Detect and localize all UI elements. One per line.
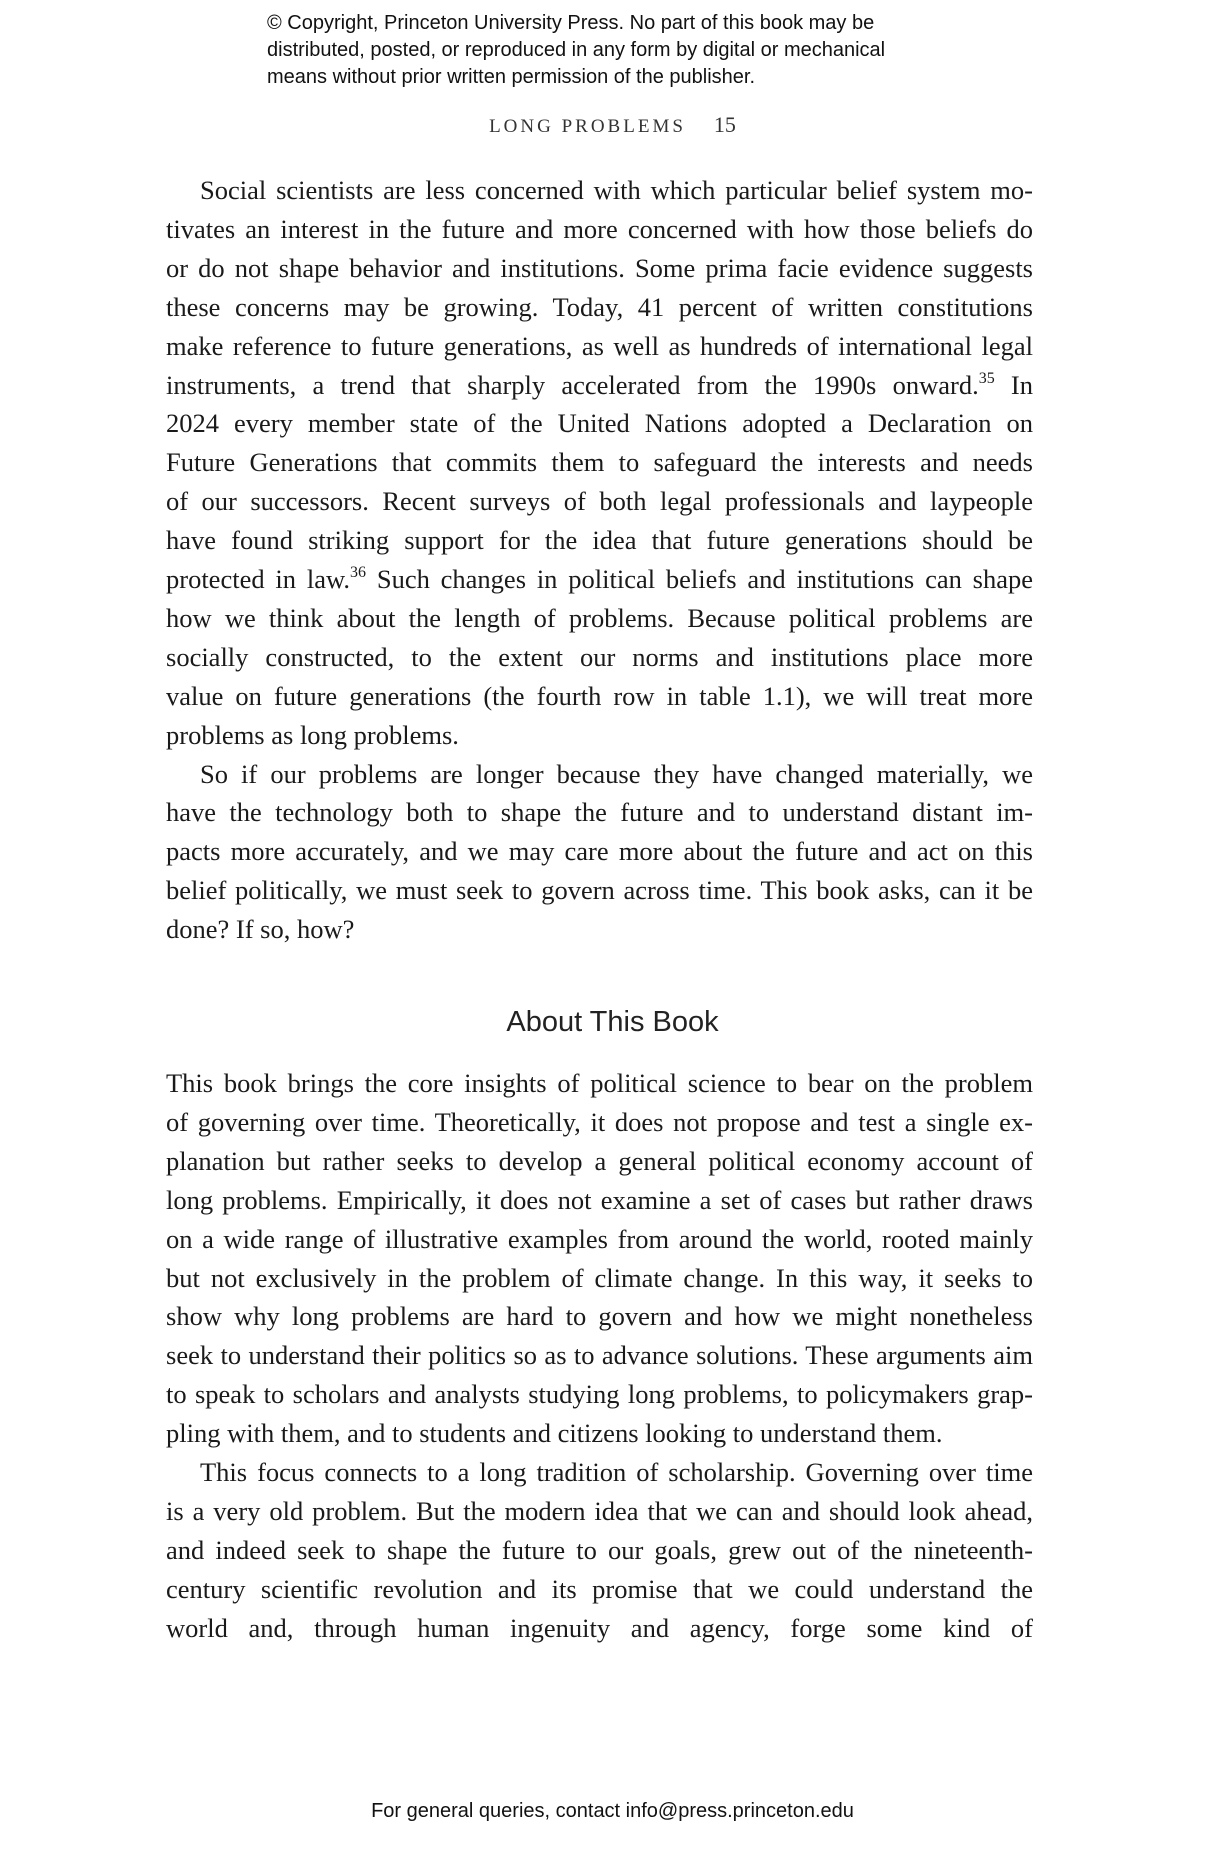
line-text: Future Generations that commits them to safeguard the interests and needs (166, 447, 1033, 478)
text-line (166, 521, 1033, 559)
line-text: pling with them, and to students and citizens looking to understand them. (166, 1418, 943, 1449)
copyright-line: means without prior written permission of the publisher. (267, 66, 756, 88)
line-text: Such changes in political beliefs and institutions can shape (366, 564, 1033, 594)
text-line (166, 210, 1033, 248)
copyright-line: © Copyright, Princeton University Press. No part of this book may be (267, 12, 875, 34)
text-line (166, 910, 1033, 948)
text-line (166, 793, 1033, 831)
text-line (166, 443, 1033, 481)
text-line (166, 1609, 1033, 1647)
section-heading: About This Book (506, 1006, 719, 1038)
text-line (166, 288, 1033, 326)
line-text: have the technology both to shape the future and to understand distant im- (166, 797, 1033, 828)
line-text: century scientific revolution and its promise that we could understand the (166, 1573, 1033, 1604)
text-line (166, 716, 1033, 754)
footnote-ref[interactable]: 35 (978, 369, 995, 387)
text-line (166, 638, 1033, 676)
text-line (166, 677, 1033, 715)
line-text: world and, through human ingenuity and agency, forge some kind of (166, 1612, 1033, 1643)
text-line (166, 1570, 1033, 1608)
text-line (200, 1453, 1033, 1491)
footnote-ref[interactable]: 36 (350, 564, 367, 581)
text-line (200, 171, 1033, 209)
text-line (166, 1492, 1033, 1530)
line-text: and indeed seek to shape the future to our goals, grew out of the nineteenth- (166, 1534, 1033, 1565)
text-line (166, 366, 1033, 404)
line-text: have found striking support for the idea that future generations should be (166, 525, 1033, 556)
page-number: 15 (713, 112, 736, 137)
text-line (166, 1220, 1033, 1258)
line-text: long problems. Empirically, it does not examine a set of cases but rather draws (166, 1184, 1033, 1215)
line-text: tivates an interest in the future and more concerned with how those beliefs do (166, 213, 1033, 244)
line-text: of our successors. Recent surveys of both legal professionals and laypeople (166, 486, 1033, 517)
text-line (166, 1142, 1033, 1180)
running-head-title: LONG PROBLEMS (489, 116, 686, 137)
line-text: socially constructed, to the extent our norms and institutions place more (166, 641, 1033, 672)
line-text: pacts more accurately, and we may care more about the future and act on this (166, 836, 1033, 867)
text-line (166, 1531, 1033, 1569)
line-text: done? If so, how? (166, 914, 355, 945)
line-text: instruments, a trend that sharply accelerated from the 1990s onward. (166, 369, 979, 400)
text-line (166, 404, 1033, 442)
text-line (166, 249, 1033, 287)
line-text: these concerns may be growing. Today, 41 percent of written constitutions (166, 291, 1033, 322)
line-text: This book brings the core insights of political science to bear on the problem (166, 1068, 1033, 1098)
line-text: In (994, 369, 1034, 400)
line-text: So if our problems are longer because they have changed materially, we (200, 758, 1033, 789)
running-head (0, 112, 1225, 138)
line-text: how we think about the length of problems. Because political problems are (166, 602, 1033, 633)
text-line (166, 1297, 1033, 1335)
text-line (166, 871, 1033, 909)
line-text: or do not shape behavior and institutions. Some prima facie evidence suggests (166, 252, 1033, 283)
text-line (166, 1103, 1033, 1141)
text-line (166, 1064, 1033, 1102)
text-line (200, 755, 1033, 793)
copyright-line: distributed, posted, or reproduced in any form by digital or mechanical (267, 39, 886, 61)
line-text: show why long problems are hard to govern and how we might nonetheless (166, 1301, 1033, 1332)
line-text: This focus connects to a long tradition of scholarship. Governing over time (200, 1457, 1033, 1487)
line-text: Social scientists are less concerned with which particular belief system mo- (200, 175, 1033, 205)
text-line (166, 1181, 1033, 1219)
line-text: belief politically, we must seek to govern across time. This book asks, can it be (166, 875, 1033, 906)
line-text: of governing over time. Theoretically, it does not propose and test a single ex- (166, 1106, 1033, 1137)
line-text: on a wide range of illustrative examples from around the world, rooted mainly (166, 1223, 1033, 1254)
text-line (166, 1414, 1033, 1452)
line-text: protected in law. (166, 564, 351, 594)
line-text: but not exclusively in the problem of climate change. In this way, it seeks to (166, 1262, 1033, 1293)
text-line (166, 1259, 1033, 1297)
line-text: planation but rather seeks to develop a general political economy account of (166, 1145, 1033, 1176)
text-line (166, 832, 1033, 870)
line-text: problems as long problems. (166, 719, 459, 750)
text-line (166, 1375, 1033, 1413)
text-line (166, 1336, 1033, 1374)
text-line (166, 599, 1033, 637)
line-text: make reference to future generations, as well as hundreds of international legal (166, 330, 1033, 361)
text-line (166, 327, 1033, 365)
line-text: to speak to scholars and analysts studying long problems, to policymakers grap- (166, 1379, 1033, 1410)
line-text: value on future generations (the fourth row in table 1.1), we will treat more (166, 680, 1033, 711)
line-text: is a very old problem. But the modern idea that we can and should look ahead, (166, 1495, 1033, 1526)
line-text: seek to understand their politics so as to advance solutions. These arguments aim (166, 1340, 1033, 1371)
footer-contact: For general queries, contact info@press.princeton.edu (371, 1800, 854, 1822)
line-text: 2024 every member state of the United Nations adopted a Declaration on (166, 408, 1033, 439)
text-line (166, 482, 1033, 520)
text-line (166, 560, 1033, 598)
